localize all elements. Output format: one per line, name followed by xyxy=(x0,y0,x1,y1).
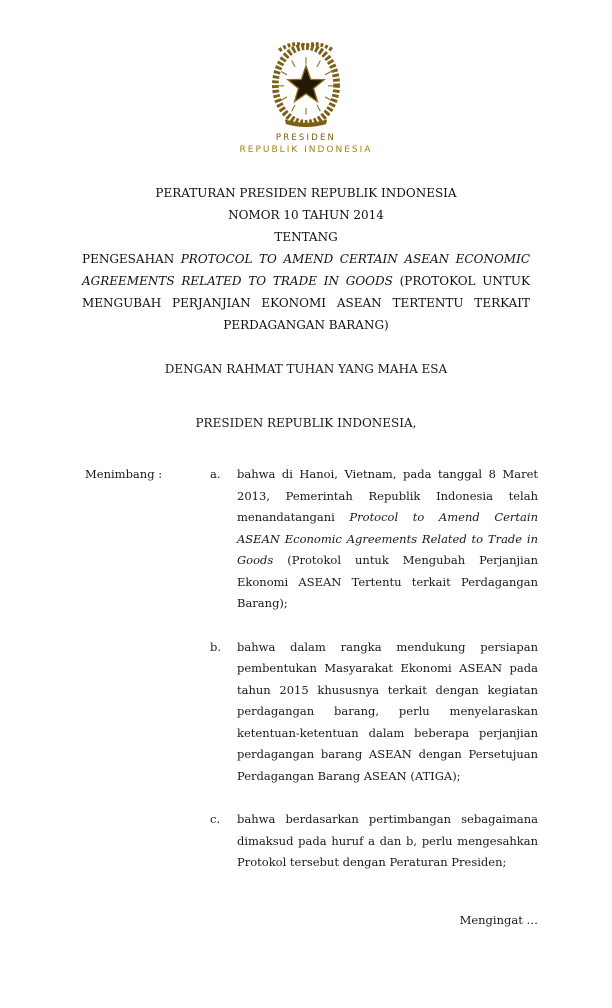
regulation-title: PERATURAN PRESIDEN REPUBLIK INDONESIA xyxy=(155,186,457,200)
seal-caption xyxy=(0,132,612,156)
seal-caption-presiden: PRESIDEN xyxy=(275,133,337,143)
preamble-line: PRESIDEN REPUBLIK INDONESIA, xyxy=(195,416,417,430)
regulation-subject: PENGESAHAN PROTOCOL TO AMEND CERTAIN ASEAN ECONOMIC AGREEMENTS RELATED TO TRADE IN GOODS (PROTOKOL UNTUK MENGUBAH PERJANJIAN EKONOMI ASEAN TERTENTU TERKAIT PERDAGANGAN BARANG) xyxy=(82,252,530,332)
menimbang-label: Menimbang : xyxy=(85,467,163,481)
tentang-label: TENTANG xyxy=(274,230,338,244)
considering-item-a-row xyxy=(85,464,538,615)
item-b-letter: b. xyxy=(210,639,222,654)
regulation-number: NOMOR 10 TAHUN 2014 xyxy=(228,208,384,222)
title-block xyxy=(0,182,612,336)
garuda-star-seal-icon xyxy=(258,38,354,128)
presidential-emblem xyxy=(0,38,612,128)
considering-item-a-text: bahwa di Hanoi, Vietnam, pada tanggal 8 Maret 2013, Pemerintah Republik Indonesia telah menandatangani Protocol to Amend Certain ASEAN Economic Agreements Related to Trade in Goods (Protokol untuk Mengubah Perjanjian Ekonomi ASEAN Tertentu terkait Perdagangan Barang); xyxy=(237,467,538,610)
considering-section xyxy=(0,464,612,874)
considering-item-c-text: bahwa berdasarkan pertimbangan sebagaimana dimaksud pada huruf a dan b, perlu mengesahkan Protokol tersebut dengan Peraturan Presiden; xyxy=(237,812,538,869)
invocation-line: DENGAN RAHMAT TUHAN YANG MAHA ESA xyxy=(164,362,448,376)
considering-item-b-row xyxy=(85,637,538,788)
label-spacer xyxy=(85,637,210,788)
considering-item-b-text: bahwa dalam rangka mendukung persiapan pembentukan Masyarakat Ekonomi ASEAN pada tahun 2015 khususnya terkait dengan kegiatan perdagangan barang, perlu menyelaraskan ketentuan-ketentuan dalam beberapa perjanjian perdagangan barang ASEAN dengan Persetujuan Perdagangan Barang ASEAN (ATIGA); xyxy=(237,639,538,783)
catchword-mengingat: Mengingat … xyxy=(459,912,538,927)
considering-item-c-row xyxy=(85,809,538,874)
item-c-letter: c. xyxy=(210,812,221,826)
item-a-letter: a. xyxy=(210,467,221,481)
seal-caption-republik-indonesia: REPUBLIK INDONESIA xyxy=(239,145,373,155)
label-spacer xyxy=(85,809,210,874)
